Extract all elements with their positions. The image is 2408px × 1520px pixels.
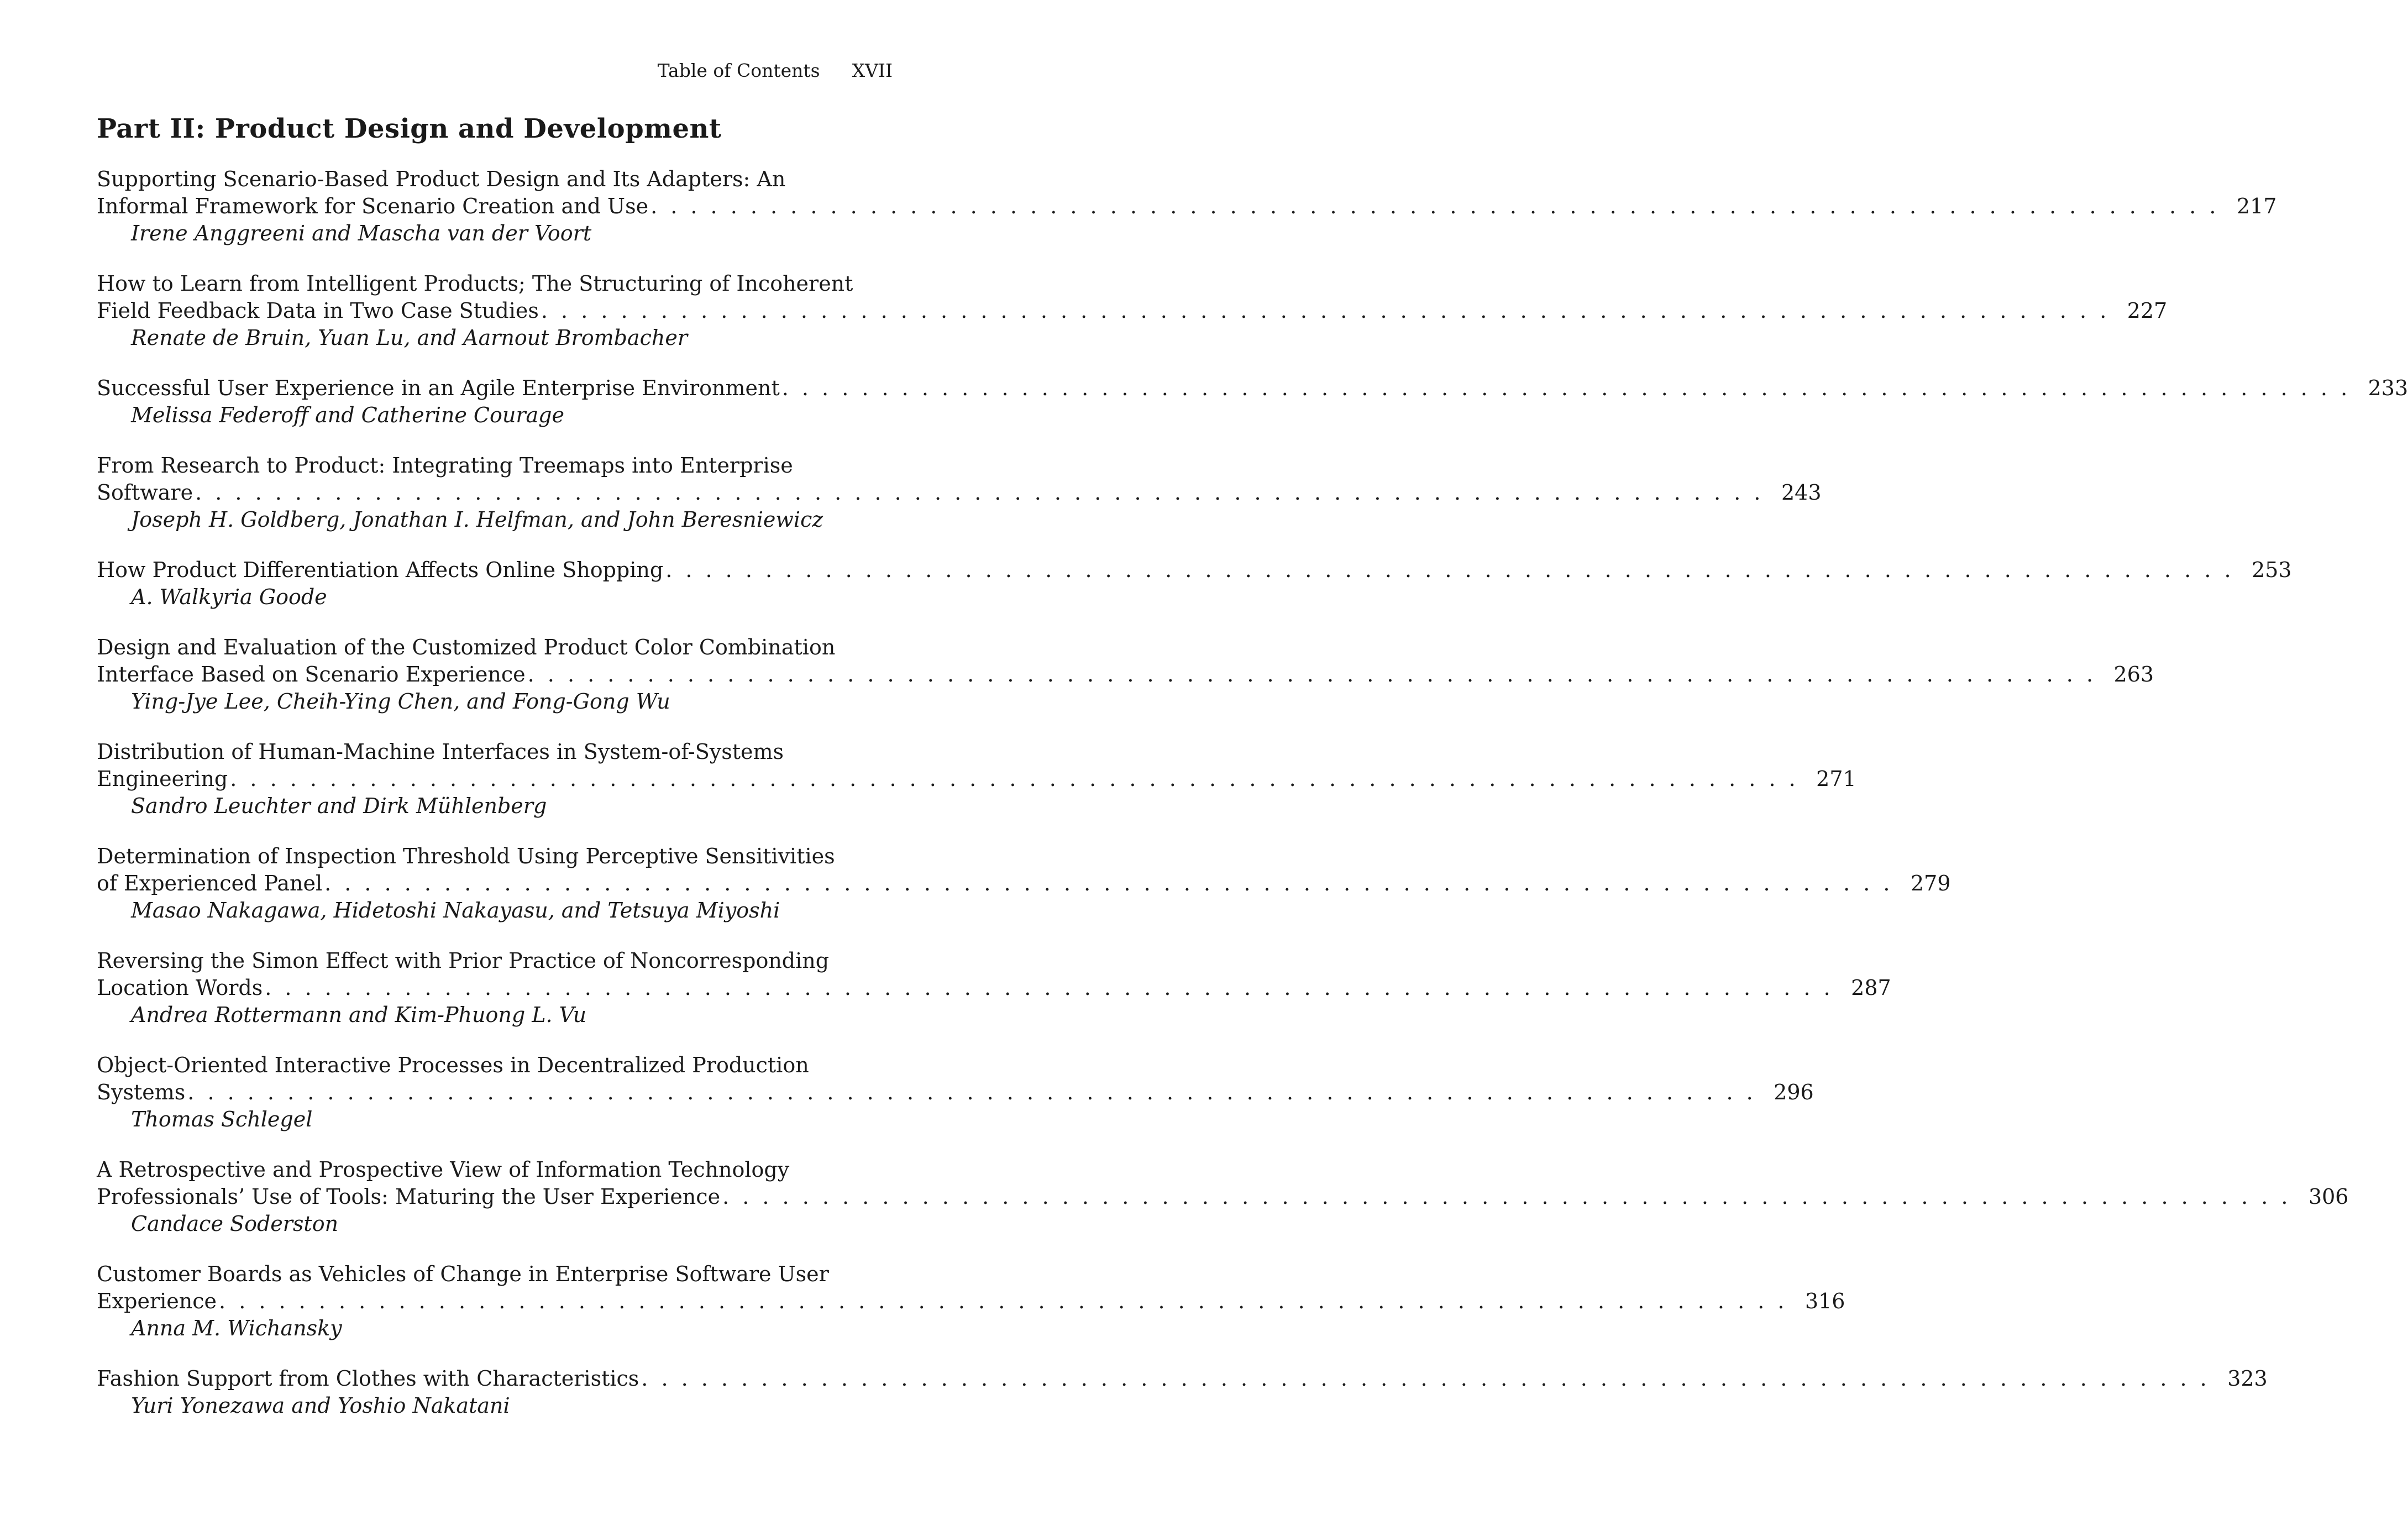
entry-title: How Product Differentiation Affects Online Shopping — [97, 558, 664, 582]
entry-page-number: 296 — [1774, 1080, 1814, 1104]
entry-title: Successful User Experience in an Agile Enterprise Environment — [97, 376, 780, 400]
dot-leader: . . . . . . . . . . . . . . . . . . . . . . . . . . . . . . . . . . . . . . . . . . . . . . . . . . . . . . . . . . . . . . . . . . . . . . . . . . . . . . . — [641, 1366, 2210, 1391]
dot-leader: . . . . . . . . . . . . . . . . . . . . . . . . . . . . . . . . . . . . . . . . . . . . . . . . . . . . . . . . . . . . . . . . . . . . . . . . . . . . . . . — [541, 298, 2110, 323]
entry-authors: Thomas Schlegel — [131, 1107, 313, 1131]
entry-title-continued: Professionals’ Use of Tools: Maturing the User Experience — [97, 1184, 721, 1209]
entry-title-continued: Location Words — [97, 976, 263, 1000]
entry-authors: Ying-Jye Lee, Cheih-Ying Chen, and Fong-Gong Wu — [131, 689, 670, 714]
entry-title: Customer Boards as Vehicles of Change in Enterprise Software User — [97, 1262, 829, 1286]
entry-title-line — [97, 1365, 2268, 1392]
dot-leader: . . . . . . . . . . . . . . . . . . . . . . . . . . . . . . . . . . . . . . . . . . . . . . . . . . . . . . . . . . . . . . . . . . . . . . . . . . . . . . . — [527, 662, 2097, 686]
entry-title-line — [97, 974, 1891, 1002]
dot-leader: . . . . . . . . . . . . . . . . . . . . . . . . . . . . . . . . . . . . . . . . . . . . . . . . . . . . . . . . . . . . . . . . . . . . . . . . . . . . . . . — [265, 976, 1834, 1000]
entry-title-line — [97, 270, 893, 297]
entry-title-line — [97, 1079, 1814, 1106]
entry-page-number: 271 — [1816, 767, 1856, 791]
running-head — [658, 60, 893, 81]
entry-title-continued: of Experienced Panel — [97, 871, 323, 895]
entry-title-continued: Software — [97, 480, 193, 505]
dot-leader: . . . . . . . . . . . . . . . . . . . . . . . . . . . . . . . . . . . . . . . . . . . . . . . . . . . . . . . . . . . . . . . . . . . . . . . . . . . . . . . — [722, 1184, 2291, 1209]
entry-title-line — [97, 297, 2168, 324]
dot-leader: . . . . . . . . . . . . . . . . . . . . . . . . . . . . . . . . . . . . . . . . . . . . . . . . . . . . . . . . . . . . . . . . . . . . . . . . . . . . . . . — [219, 1289, 1788, 1313]
entry-page-number: 263 — [2113, 662, 2154, 686]
entry-title-line — [97, 766, 1856, 793]
entry-title-continued: Interface Based on Scenario Experience — [97, 662, 526, 686]
toc-entry[interactable] — [97, 375, 2408, 429]
running-head-page-numeral: XVII — [852, 60, 893, 81]
toc-entry[interactable] — [97, 270, 2168, 352]
entry-title-line — [97, 947, 893, 974]
toc-entry[interactable] — [97, 947, 1891, 1029]
entry-title-line — [97, 1156, 893, 1183]
entry-authors: Renate de Bruin, Yuan Lu, and Aarnout Brombacher — [131, 326, 688, 350]
entry-title-line — [97, 738, 893, 766]
dot-leader: . . . . . . . . . . . . . . . . . . . . . . . . . . . . . . . . . . . . . . . . . . . . . . . . . . . . . . . . . . . . . . . . . . . . . . . . . . . . . . . — [187, 1080, 1756, 1104]
entry-page-number: 243 — [1781, 480, 1822, 505]
toc-entry[interactable] — [97, 1156, 2349, 1238]
entry-title-continued: Engineering — [97, 767, 228, 791]
entry-page-number: 323 — [2227, 1366, 2268, 1391]
entry-title-line — [97, 661, 2154, 688]
entry-authors: Anna M. Wichansky — [131, 1316, 342, 1340]
toc-entry[interactable] — [97, 166, 2277, 247]
toc-list — [97, 166, 2408, 1443]
entry-authors: Joseph H. Goldberg, Jonathan I. Helfman, and John Beresniewicz — [131, 507, 823, 532]
entry-title-line — [97, 870, 1951, 897]
entry-authors: A. Walkyria Goode — [131, 585, 327, 609]
entry-title: How to Learn from Intelligent Products; The Structuring of Incoherent — [97, 271, 853, 296]
toc-entry[interactable] — [97, 1261, 1845, 1342]
entry-page-number: 233 — [2368, 376, 2408, 400]
dot-leader: . . . . . . . . . . . . . . . . . . . . . . . . . . . . . . . . . . . . . . . . . . . . . . . . . . . . . . . . . . . . . . . . . . . . . . . . . . . . . . . — [195, 480, 1764, 505]
entry-title: From Research to Product: Integrating Treemaps into Enterprise — [97, 453, 793, 478]
entry-title-line — [97, 166, 893, 193]
entry-title: Reversing the Simon Effect with Prior Practice of Noncorresponding — [97, 948, 830, 973]
dot-leader: . . . . . . . . . . . . . . . . . . . . . . . . . . . . . . . . . . . . . . . . . . . . . . . . . . . . . . . . . . . . . . . . . . . . . . . . . . . . . . . — [650, 194, 2220, 218]
entry-title-continued: Informal Framework for Scenario Creation and Use — [97, 194, 649, 218]
entry-title: Distribution of Human-Machine Interfaces in System-of-Systems — [97, 740, 784, 764]
entry-title: Design and Evaluation of the Customized Product Color Combination — [97, 635, 836, 659]
entry-page-number: 217 — [2236, 194, 2277, 218]
entry-title: Determination of Inspection Threshold Using Perceptive Sensitivities — [97, 844, 835, 868]
toc-entry[interactable] — [97, 1052, 1814, 1133]
toc-entry[interactable] — [97, 1365, 2268, 1419]
entry-title-line — [97, 1288, 1845, 1315]
entry-authors: Masao Nakagawa, Hidetoshi Nakayasu, and Tetsuya Miyoshi — [131, 898, 780, 923]
entry-title-line — [97, 452, 893, 479]
entry-title: Supporting Scenario-Based Product Design and Its Adapters: An — [97, 167, 786, 191]
entry-authors: Yuri Yonezawa and Yoshio Nakatani — [131, 1393, 510, 1418]
dot-leader: . . . . . . . . . . . . . . . . . . . . . . . . . . . . . . . . . . . . . . . . . . . . . . . . . . . . . . . . . . . . . . . . . . . . . . . . . . . . . . . — [324, 871, 1893, 895]
entry-title-continued: Field Feedback Data in Two Case Studies — [97, 298, 539, 323]
toc-entry[interactable] — [97, 634, 2154, 715]
dot-leader: . . . . . . . . . . . . . . . . . . . . . . . . . . . . . . . . . . . . . . . . . . . . . . . . . . . . . . . . . . . . . . . . . . . . . . . . . . . . . . . — [665, 558, 2234, 582]
entry-authors: Melissa Federoff and Catherine Courage — [131, 403, 564, 427]
entry-title-line — [97, 843, 893, 870]
entry-authors: Andrea Rottermann and Kim-Phuong L. Vu — [131, 1003, 587, 1027]
entry-page-number: 306 — [2308, 1184, 2349, 1209]
toc-entry[interactable] — [97, 557, 2292, 611]
dot-leader: . . . . . . . . . . . . . . . . . . . . . . . . . . . . . . . . . . . . . . . . . . . . . . . . . . . . . . . . . . . . . . . . . . . . . . . . . . . . . . . — [781, 376, 2351, 400]
entry-page-number: 316 — [1804, 1289, 1845, 1313]
entry-title-line — [97, 1052, 893, 1079]
entry-authors: Sandro Leuchter and Dirk Mühlenberg — [131, 794, 547, 818]
entry-page-number: 279 — [1910, 871, 1951, 895]
entry-title-line — [97, 1183, 2349, 1210]
running-head-title: Table of Contents — [657, 60, 820, 81]
toc-entry[interactable] — [97, 738, 1856, 820]
entry-title-line — [97, 375, 2408, 402]
entry-title-line — [97, 1261, 893, 1288]
entry-authors: Candace Soderston — [131, 1212, 339, 1236]
part-title: Part II: Product Design and Development — [97, 113, 722, 144]
entry-page-number: 227 — [2127, 298, 2168, 323]
entry-title: Object-Oriented Interactive Processes in Decentralized Production — [97, 1053, 809, 1077]
entry-title-line — [97, 479, 1822, 506]
entry-title-line — [97, 557, 2292, 584]
entry-title-continued: Experience — [97, 1289, 217, 1313]
entry-authors: Irene Anggreeni and Mascha van der Voort — [131, 221, 592, 245]
entry-title: Fashion Support from Clothes with Characteristics — [97, 1366, 639, 1391]
toc-entry[interactable] — [97, 843, 1951, 924]
dot-leader: . . . . . . . . . . . . . . . . . . . . . . . . . . . . . . . . . . . . . . . . . . . . . . . . . . . . . . . . . . . . . . . . . . . . . . . . . . . . . . . — [230, 767, 1799, 791]
entry-page-number: 253 — [2252, 558, 2292, 582]
entry-title-line — [97, 193, 2277, 220]
entry-title-line — [97, 634, 893, 661]
entry-title: A Retrospective and Prospective View of Information Technology — [97, 1157, 790, 1182]
toc-entry[interactable] — [97, 452, 1822, 533]
entry-title-continued: Systems — [97, 1080, 186, 1104]
entry-page-number: 287 — [1851, 976, 1891, 1000]
